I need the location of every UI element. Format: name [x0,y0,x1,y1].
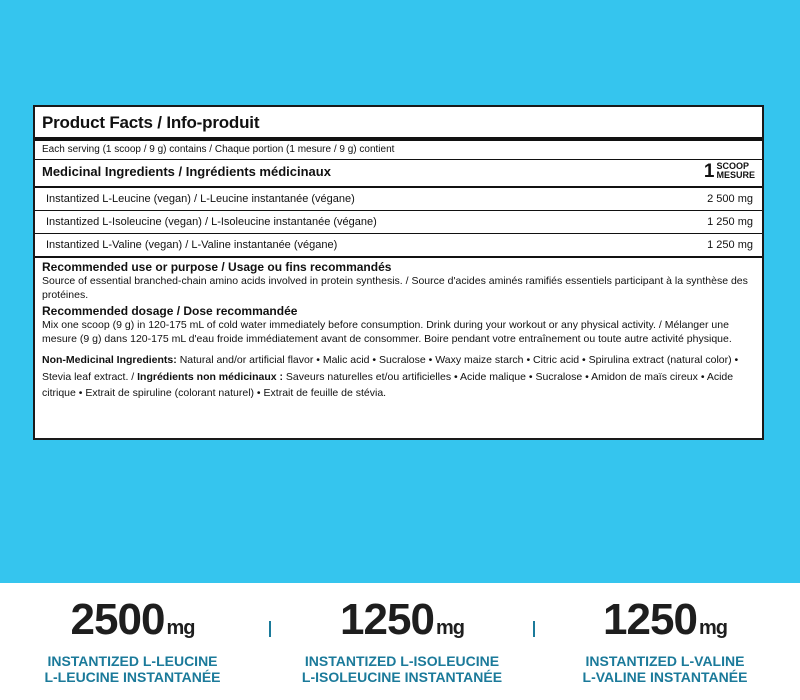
stat-unit: mg [698,617,727,639]
medicinal-header: Medicinal Ingredients / Ingrédients médicinaux [42,164,331,179]
stat-label-fr: L-LEUCINE INSTANTANÉE [44,669,221,685]
non-medicinal-ingredients [42,352,755,402]
ingredient-name: Instantized L-Isoleucine (vegan) / L-Isoleucine instantanée (végane) [46,216,377,228]
stat-isoleucine [282,595,522,685]
separator [533,621,535,637]
dosage-header: Recommended dosage / Dose recommandée [42,304,298,318]
ingredient-name: Instantized L-Leucine (vegan) / L-Leucine instantanée (végane) [46,193,355,205]
use-text: Source of essential branched-chain amino acids involved in protein synthesis. / Source d'acides aminés ramifiés essentiels participant à la synthèse des protéines. [42,275,748,301]
ingredient-amount: 1 250 mg [707,239,753,251]
nmi-text-en: Natural and/or artificial flavor • Malic acid • Sucralose • Waxy maize starch • Citric acid • Spirulina extract (natural color) • Stevia leaf extract. / [42,354,739,383]
stat-valine [550,595,780,685]
medicinal-header-row [42,160,755,186]
use-header: Recommended use or purpose / Usage ou fins recommandés [42,260,392,274]
stat-label-en: INSTANTIZED L-LEUCINE [47,653,218,669]
stat-label-en: INSTANTIZED L-VALINE [585,653,745,669]
mesure-word: MESURE [716,170,755,180]
stats-bar [0,583,800,700]
scoop-word: SCOOP [716,161,749,171]
scoop-label [704,162,755,182]
stat-unit: mg [166,617,195,639]
dosage-text: Mix one scoop (9 g) in 120-175 mL of cold water immediately before consumption. Drink during your workout or any physical activity. / Mélanger une mesure (9 g) dans 120-175 mL d'eau froide immédiatement avant de consommer. Boire pendant votre entraînement ou toute autre activité physique. [42,319,732,345]
panel-title: Product Facts / Info-produit [42,113,260,132]
stat-value: 2500 [70,595,165,644]
stat-leucine [20,595,245,685]
ingredient-name: Instantized L-Valine (vegan) / L-Valine instantanée (végane) [46,239,338,251]
serving-info: Each serving (1 scoop / 9 g) contains / Chaque portion (1 mesure / 9 g) contient [42,144,395,155]
stat-label-en: INSTANTIZED L-ISOLEUCINE [304,653,500,669]
stat-unit: mg [435,617,464,639]
scoop-number: 1 [703,161,715,182]
ingredient-amount: 1 250 mg [707,216,753,228]
stat-label-fr: L-VALINE INSTANTANÉE [582,669,748,685]
ingredient-row [42,211,755,233]
nmi-label-en: Non-Medicinal Ingredients: [42,354,177,366]
ingredient-row [42,188,755,210]
nmi-text-fr: Saveurs naturelles et/ou artificielles • Acide malique • Sucralose • Amidon de maïs cireux • Acide citrique • Extrait de spiruline (colorant naturel) • Extrait de feuille de stévia. [42,370,734,399]
ingredient-amount: 2 500 mg [707,193,753,205]
stat-label-fr: L-ISOLEUCINE INSTANTANÉE [301,669,503,685]
nmi-label-fr: Ingrédients non médicinaux : [137,370,283,383]
stat-value: 1250 [340,595,434,644]
product-facts-panel [33,105,764,440]
separator [269,621,271,637]
ingredient-row [42,234,755,256]
stat-value: 1250 [603,595,697,644]
divider [35,256,762,258]
